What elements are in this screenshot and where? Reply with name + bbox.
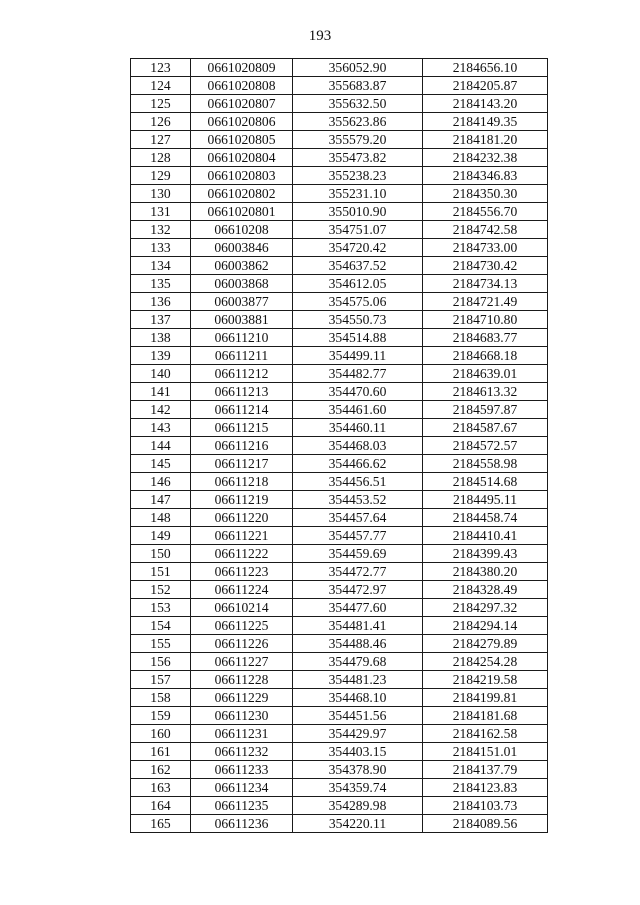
point-number-cell: 146 — [131, 473, 191, 491]
y-coordinate-cell: 2184137.79 — [423, 761, 548, 779]
point-code-cell: 06611234 — [191, 779, 293, 797]
table-row — [131, 761, 548, 779]
point-number-cell: 138 — [131, 329, 191, 347]
y-coordinate-cell: 2184143.20 — [423, 95, 548, 113]
y-coordinate-cell: 2184730.42 — [423, 257, 548, 275]
table-row — [131, 707, 548, 725]
point-number-cell: 133 — [131, 239, 191, 257]
y-coordinate-cell: 2184656.10 — [423, 59, 548, 77]
table-row — [131, 437, 548, 455]
table-row — [131, 221, 548, 239]
x-coordinate-cell: 354460.11 — [293, 419, 423, 437]
point-code-cell: 06611235 — [191, 797, 293, 815]
table-row — [131, 311, 548, 329]
table-row — [131, 563, 548, 581]
y-coordinate-cell: 2184410.41 — [423, 527, 548, 545]
point-number-cell: 137 — [131, 311, 191, 329]
x-coordinate-cell: 354575.06 — [293, 293, 423, 311]
table-row — [131, 581, 548, 599]
x-coordinate-cell: 354451.56 — [293, 707, 423, 725]
y-coordinate-cell: 2184721.49 — [423, 293, 548, 311]
table-row — [131, 545, 548, 563]
coordinates-table — [130, 58, 548, 833]
x-coordinate-cell: 354378.90 — [293, 761, 423, 779]
point-code-cell: 0661020806 — [191, 113, 293, 131]
x-coordinate-cell: 354461.60 — [293, 401, 423, 419]
y-coordinate-cell: 2184668.18 — [423, 347, 548, 365]
point-code-cell: 06611218 — [191, 473, 293, 491]
point-code-cell: 06611214 — [191, 401, 293, 419]
point-code-cell: 0661020802 — [191, 185, 293, 203]
x-coordinate-cell: 354637.52 — [293, 257, 423, 275]
point-code-cell: 06611227 — [191, 653, 293, 671]
table-row — [131, 599, 548, 617]
point-number-cell: 123 — [131, 59, 191, 77]
point-code-cell: 06611211 — [191, 347, 293, 365]
y-coordinate-cell: 2184181.68 — [423, 707, 548, 725]
x-coordinate-cell: 354482.77 — [293, 365, 423, 383]
y-coordinate-cell: 2184232.38 — [423, 149, 548, 167]
y-coordinate-cell: 2184181.20 — [423, 131, 548, 149]
x-coordinate-cell: 354429.97 — [293, 725, 423, 743]
point-code-cell: 06611213 — [191, 383, 293, 401]
point-number-cell: 147 — [131, 491, 191, 509]
point-number-cell: 141 — [131, 383, 191, 401]
table-row — [131, 419, 548, 437]
x-coordinate-cell: 354470.60 — [293, 383, 423, 401]
point-code-cell: 06611231 — [191, 725, 293, 743]
point-number-cell: 154 — [131, 617, 191, 635]
y-coordinate-cell: 2184294.14 — [423, 617, 548, 635]
point-code-cell: 06003868 — [191, 275, 293, 293]
y-coordinate-cell: 2184710.80 — [423, 311, 548, 329]
point-number-cell: 124 — [131, 77, 191, 95]
y-coordinate-cell: 2184734.13 — [423, 275, 548, 293]
point-number-cell: 161 — [131, 743, 191, 761]
point-code-cell: 0661020809 — [191, 59, 293, 77]
x-coordinate-cell: 354481.23 — [293, 671, 423, 689]
y-coordinate-cell: 2184587.67 — [423, 419, 548, 437]
point-number-cell: 125 — [131, 95, 191, 113]
x-coordinate-cell: 355632.50 — [293, 95, 423, 113]
point-number-cell: 149 — [131, 527, 191, 545]
table-row — [131, 257, 548, 275]
point-number-cell: 127 — [131, 131, 191, 149]
point-number-cell: 135 — [131, 275, 191, 293]
point-code-cell: 06611226 — [191, 635, 293, 653]
x-coordinate-cell: 354457.64 — [293, 509, 423, 527]
point-code-cell: 06003862 — [191, 257, 293, 275]
y-coordinate-cell: 2184495.11 — [423, 491, 548, 509]
point-code-cell: 06611233 — [191, 761, 293, 779]
y-coordinate-cell: 2184103.73 — [423, 797, 548, 815]
point-code-cell: 06611229 — [191, 689, 293, 707]
point-number-cell: 144 — [131, 437, 191, 455]
y-coordinate-cell: 2184558.98 — [423, 455, 548, 473]
point-number-cell: 128 — [131, 149, 191, 167]
x-coordinate-cell: 354720.42 — [293, 239, 423, 257]
y-coordinate-cell: 2184399.43 — [423, 545, 548, 563]
table-row — [131, 203, 548, 221]
point-number-cell: 165 — [131, 815, 191, 833]
point-code-cell: 06611216 — [191, 437, 293, 455]
point-number-cell: 134 — [131, 257, 191, 275]
table-row — [131, 275, 548, 293]
point-code-cell: 06611228 — [191, 671, 293, 689]
y-coordinate-cell: 2184683.77 — [423, 329, 548, 347]
table-row — [131, 473, 548, 491]
table-row — [131, 383, 548, 401]
y-coordinate-cell: 2184346.83 — [423, 167, 548, 185]
y-coordinate-cell: 2184613.32 — [423, 383, 548, 401]
table-row — [131, 149, 548, 167]
page-number: 193 — [308, 28, 332, 44]
y-coordinate-cell: 2184328.49 — [423, 581, 548, 599]
point-number-cell: 148 — [131, 509, 191, 527]
table-row — [131, 743, 548, 761]
x-coordinate-cell: 354499.11 — [293, 347, 423, 365]
x-coordinate-cell: 354468.03 — [293, 437, 423, 455]
point-code-cell: 0661020804 — [191, 149, 293, 167]
point-code-cell: 06611219 — [191, 491, 293, 509]
table-row — [131, 167, 548, 185]
point-code-cell: 06003881 — [191, 311, 293, 329]
table-row — [131, 671, 548, 689]
y-coordinate-cell: 2184205.87 — [423, 77, 548, 95]
y-coordinate-cell: 2184297.32 — [423, 599, 548, 617]
y-coordinate-cell: 2184279.89 — [423, 635, 548, 653]
point-code-cell: 06610214 — [191, 599, 293, 617]
y-coordinate-cell: 2184162.58 — [423, 725, 548, 743]
x-coordinate-cell: 355473.82 — [293, 149, 423, 167]
point-number-cell: 162 — [131, 761, 191, 779]
point-number-cell: 126 — [131, 113, 191, 131]
table-row — [131, 725, 548, 743]
x-coordinate-cell: 354220.11 — [293, 815, 423, 833]
table-row — [131, 113, 548, 131]
table-row — [131, 293, 548, 311]
x-coordinate-cell: 354472.77 — [293, 563, 423, 581]
point-code-cell: 06611232 — [191, 743, 293, 761]
x-coordinate-cell: 354612.05 — [293, 275, 423, 293]
y-coordinate-cell: 2184597.87 — [423, 401, 548, 419]
point-number-cell: 145 — [131, 455, 191, 473]
x-coordinate-cell: 354514.88 — [293, 329, 423, 347]
table-row — [131, 815, 548, 833]
y-coordinate-cell: 2184151.01 — [423, 743, 548, 761]
point-code-cell: 06611230 — [191, 707, 293, 725]
x-coordinate-cell: 355579.20 — [293, 131, 423, 149]
point-code-cell: 06611224 — [191, 581, 293, 599]
point-number-cell: 131 — [131, 203, 191, 221]
point-code-cell: 06611236 — [191, 815, 293, 833]
table-row — [131, 797, 548, 815]
point-number-cell: 136 — [131, 293, 191, 311]
y-coordinate-cell: 2184514.68 — [423, 473, 548, 491]
coordinates-table-body — [131, 59, 548, 833]
x-coordinate-cell: 354477.60 — [293, 599, 423, 617]
point-code-cell: 0661020808 — [191, 77, 293, 95]
x-coordinate-cell: 356052.90 — [293, 59, 423, 77]
point-code-cell: 0661020807 — [191, 95, 293, 113]
point-number-cell: 142 — [131, 401, 191, 419]
x-coordinate-cell: 355010.90 — [293, 203, 423, 221]
x-coordinate-cell: 354403.15 — [293, 743, 423, 761]
point-code-cell: 06610208 — [191, 221, 293, 239]
x-coordinate-cell: 354459.69 — [293, 545, 423, 563]
x-coordinate-cell: 355623.86 — [293, 113, 423, 131]
y-coordinate-cell: 2184199.81 — [423, 689, 548, 707]
point-code-cell: 0661020803 — [191, 167, 293, 185]
table-row — [131, 59, 548, 77]
x-coordinate-cell: 354479.68 — [293, 653, 423, 671]
point-code-cell: 0661020801 — [191, 203, 293, 221]
x-coordinate-cell: 354457.77 — [293, 527, 423, 545]
y-coordinate-cell: 2184123.83 — [423, 779, 548, 797]
x-coordinate-cell: 354359.74 — [293, 779, 423, 797]
table-row — [131, 347, 548, 365]
table-row — [131, 455, 548, 473]
y-coordinate-cell: 2184350.30 — [423, 185, 548, 203]
x-coordinate-cell: 354488.46 — [293, 635, 423, 653]
point-number-cell: 132 — [131, 221, 191, 239]
point-number-cell: 157 — [131, 671, 191, 689]
point-number-cell: 160 — [131, 725, 191, 743]
y-coordinate-cell: 2184254.28 — [423, 653, 548, 671]
x-coordinate-cell: 354456.51 — [293, 473, 423, 491]
x-coordinate-cell: 355683.87 — [293, 77, 423, 95]
point-code-cell: 06611210 — [191, 329, 293, 347]
table-row — [131, 401, 548, 419]
x-coordinate-cell: 354472.97 — [293, 581, 423, 599]
y-coordinate-cell: 2184149.35 — [423, 113, 548, 131]
point-number-cell: 150 — [131, 545, 191, 563]
y-coordinate-cell: 2184556.70 — [423, 203, 548, 221]
y-coordinate-cell: 2184639.01 — [423, 365, 548, 383]
point-code-cell: 06611217 — [191, 455, 293, 473]
table-row — [131, 689, 548, 707]
table-row — [131, 617, 548, 635]
table-row — [131, 779, 548, 797]
point-code-cell: 06611221 — [191, 527, 293, 545]
x-coordinate-cell: 354481.41 — [293, 617, 423, 635]
table-row — [131, 509, 548, 527]
point-code-cell: 06003877 — [191, 293, 293, 311]
table-row — [131, 185, 548, 203]
y-coordinate-cell: 2184380.20 — [423, 563, 548, 581]
point-code-cell: 0661020805 — [191, 131, 293, 149]
table-row — [131, 653, 548, 671]
point-code-cell: 06003846 — [191, 239, 293, 257]
table-row — [131, 239, 548, 257]
point-code-cell: 06611212 — [191, 365, 293, 383]
point-number-cell: 139 — [131, 347, 191, 365]
x-coordinate-cell: 354751.07 — [293, 221, 423, 239]
table-row — [131, 77, 548, 95]
point-code-cell: 06611220 — [191, 509, 293, 527]
point-code-cell: 06611223 — [191, 563, 293, 581]
table-row — [131, 491, 548, 509]
point-number-cell: 140 — [131, 365, 191, 383]
table-row — [131, 131, 548, 149]
point-number-cell: 151 — [131, 563, 191, 581]
table-row — [131, 365, 548, 383]
y-coordinate-cell: 2184742.58 — [423, 221, 548, 239]
point-number-cell: 164 — [131, 797, 191, 815]
point-number-cell: 130 — [131, 185, 191, 203]
point-number-cell: 163 — [131, 779, 191, 797]
y-coordinate-cell: 2184089.56 — [423, 815, 548, 833]
table-row — [131, 635, 548, 653]
x-coordinate-cell: 355238.23 — [293, 167, 423, 185]
point-code-cell: 06611215 — [191, 419, 293, 437]
point-code-cell: 06611225 — [191, 617, 293, 635]
point-code-cell: 06611222 — [191, 545, 293, 563]
table-row — [131, 329, 548, 347]
point-number-cell: 158 — [131, 689, 191, 707]
x-coordinate-cell: 354468.10 — [293, 689, 423, 707]
x-coordinate-cell: 355231.10 — [293, 185, 423, 203]
point-number-cell: 143 — [131, 419, 191, 437]
point-number-cell: 152 — [131, 581, 191, 599]
x-coordinate-cell: 354466.62 — [293, 455, 423, 473]
point-number-cell: 155 — [131, 635, 191, 653]
point-number-cell: 159 — [131, 707, 191, 725]
table-row — [131, 95, 548, 113]
y-coordinate-cell: 2184733.00 — [423, 239, 548, 257]
point-number-cell: 129 — [131, 167, 191, 185]
y-coordinate-cell: 2184458.74 — [423, 509, 548, 527]
x-coordinate-cell: 354550.73 — [293, 311, 423, 329]
x-coordinate-cell: 354289.98 — [293, 797, 423, 815]
y-coordinate-cell: 2184219.58 — [423, 671, 548, 689]
y-coordinate-cell: 2184572.57 — [423, 437, 548, 455]
table-row — [131, 527, 548, 545]
x-coordinate-cell: 354453.52 — [293, 491, 423, 509]
point-number-cell: 156 — [131, 653, 191, 671]
point-number-cell: 153 — [131, 599, 191, 617]
